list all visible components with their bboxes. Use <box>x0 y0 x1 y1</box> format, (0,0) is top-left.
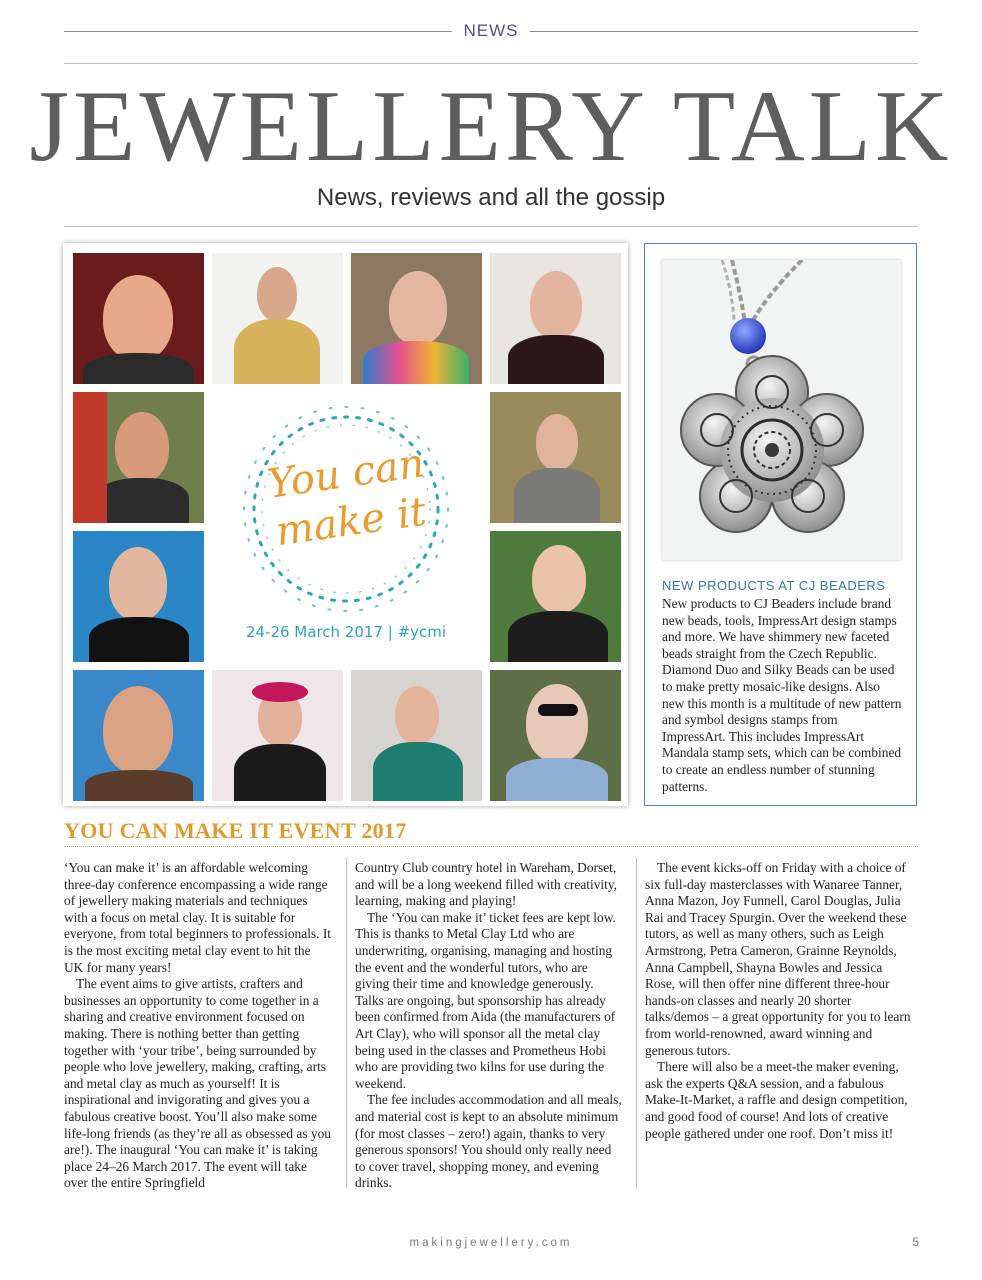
paragraph: Country Club country hotel in Wareham, Dorset, and will be a long weekend filled with creativity, learning, making and playing! <box>355 860 618 909</box>
article-title: YOU CAN MAKE IT EVENT 2017 <box>64 818 407 843</box>
cj-beaders-panel <box>644 243 917 806</box>
tutor-photo <box>73 670 204 801</box>
logo-event-dates: 24-26 March 2017 | #ycmi <box>245 623 447 641</box>
article-column-3 <box>645 860 913 1142</box>
paragraph: The fee includes accommodation and all meals, and material cost is kept to an absolute minimum (for most classes – zero!) again, thanks to very generous sponsors! You should only really need to cover travel, shopping money, and evening drinks. <box>355 1092 622 1191</box>
tutor-photo <box>73 253 204 384</box>
logo-line-2: make it <box>272 488 430 556</box>
tutor-photo <box>212 253 343 384</box>
page-number: 5 <box>912 1235 919 1249</box>
panel-heading: NEW PRODUCTS AT CJ BEADERS <box>662 578 886 593</box>
you-can-make-it-logo <box>211 391 481 661</box>
column-divider <box>346 858 347 1188</box>
tutor-photo <box>351 253 482 384</box>
column-divider <box>636 858 637 1188</box>
article-column-1 <box>64 860 332 1192</box>
tutor-photo <box>490 253 621 384</box>
title-dotted-rule <box>64 846 918 847</box>
paragraph: The event kicks-off on Friday with a choice of six full-day masterclasses with Wanaree Tanner, Anna Mazon, Joy Funnell, Carol Douglas, Julia Rai and Tracey Spurgin. Over the weekend these tutors, as well as many others, such as Leigh Armstrong, Petra Cameron, Grainne Reynolds, Anna Campbell, Shayna Bowles and Jessica Rose, will then offer nine different three-hour hands-on classes and nearly 20 shorter talks/demos – a great opportunity for you to learn from world-renowned, award winning and generous tutors. <box>645 860 911 1058</box>
paragraph: ‘You can make it’ is an affordable welcoming three-day conference encompassing a wide range of jewellery making materials and techniques with a focus on metal clay. It is suitable for everyone, from total beginners to professionals. It is the most exciting metal clay event to hit the UK for many years! <box>64 860 331 975</box>
tutor-photo-collage <box>63 243 628 806</box>
tutor-photo <box>351 670 482 801</box>
masthead-title: JEWELLERY TALK <box>29 70 953 183</box>
flower-pendant-image <box>662 260 901 560</box>
masthead-subtitle: News, reviews and all the gossip <box>316 184 666 211</box>
masthead-top-rule <box>64 63 918 64</box>
logo-line-1: You can <box>264 440 428 508</box>
paragraph: The event aims to give artists, crafters and businesses an opportunity to come together in a sharing and creative environment focused on making. There is nothing better than getting together with ‘your tribe’, being surrounded by people who love jewellery, making, crafting, arts and metal clay as much as yourself! It is inspirational and invigorating and gives you a fabulous creative boost. You’ll also make some life-long friends (as they’re all as obsessed as you are!). The inaugural ‘You can make it’ is taking place 24–26 March 2017. The event will take over the entire Springfield <box>64 976 331 1191</box>
tutor-photo <box>73 531 204 662</box>
footer-url: makingjewellery.com <box>409 1237 573 1249</box>
article-column-2 <box>355 860 623 1192</box>
tutor-photo <box>490 670 621 801</box>
tutor-photo <box>490 531 621 662</box>
paragraph: The ‘You can make it’ ticket fees are kept low. This is thanks to Metal Clay Ltd who are underwriting, organising, managing and hosting the event and the wonderful tutors, who are giving their time and knowledge generously. Talks are ongoing, but sponsorship has already been confirmed from Aida (the manufacturers of Art Clay), who will sponsor all the metal clay being used in the classes and Prometheus Hobi who are providing two kilns for use during the weekend. <box>355 909 616 1091</box>
section-label: NEWS <box>463 21 519 40</box>
paragraph: There will also be a meet-the maker evening, ask the experts Q&A session, and a fabulous Make-It-Market, a raffle and design competition, and good food of course! And lots of creative people gathered under one roof. Don’t miss it! <box>645 1059 908 1141</box>
tutor-photo <box>73 392 204 523</box>
masthead-bottom-rule <box>64 226 918 227</box>
panel-body: New products to CJ Beaders include brand new beads, tools, ImpressArt design stamps and more. We have shimmery new faceted beads straight from the Czech Republic. Diamond Duo and Silky Beads can be used to make pretty mosaic-like designs. Also new this month is a multitude of new pattern and symbol designs stamps from ImpressArt. This includes ImpressArt Mandala stamp sets, which can be combined to create an endless number of stunning patterns. <box>662 596 902 794</box>
tutor-photo <box>490 392 621 523</box>
tutor-photo <box>212 670 343 801</box>
pendant-photo <box>662 260 901 560</box>
